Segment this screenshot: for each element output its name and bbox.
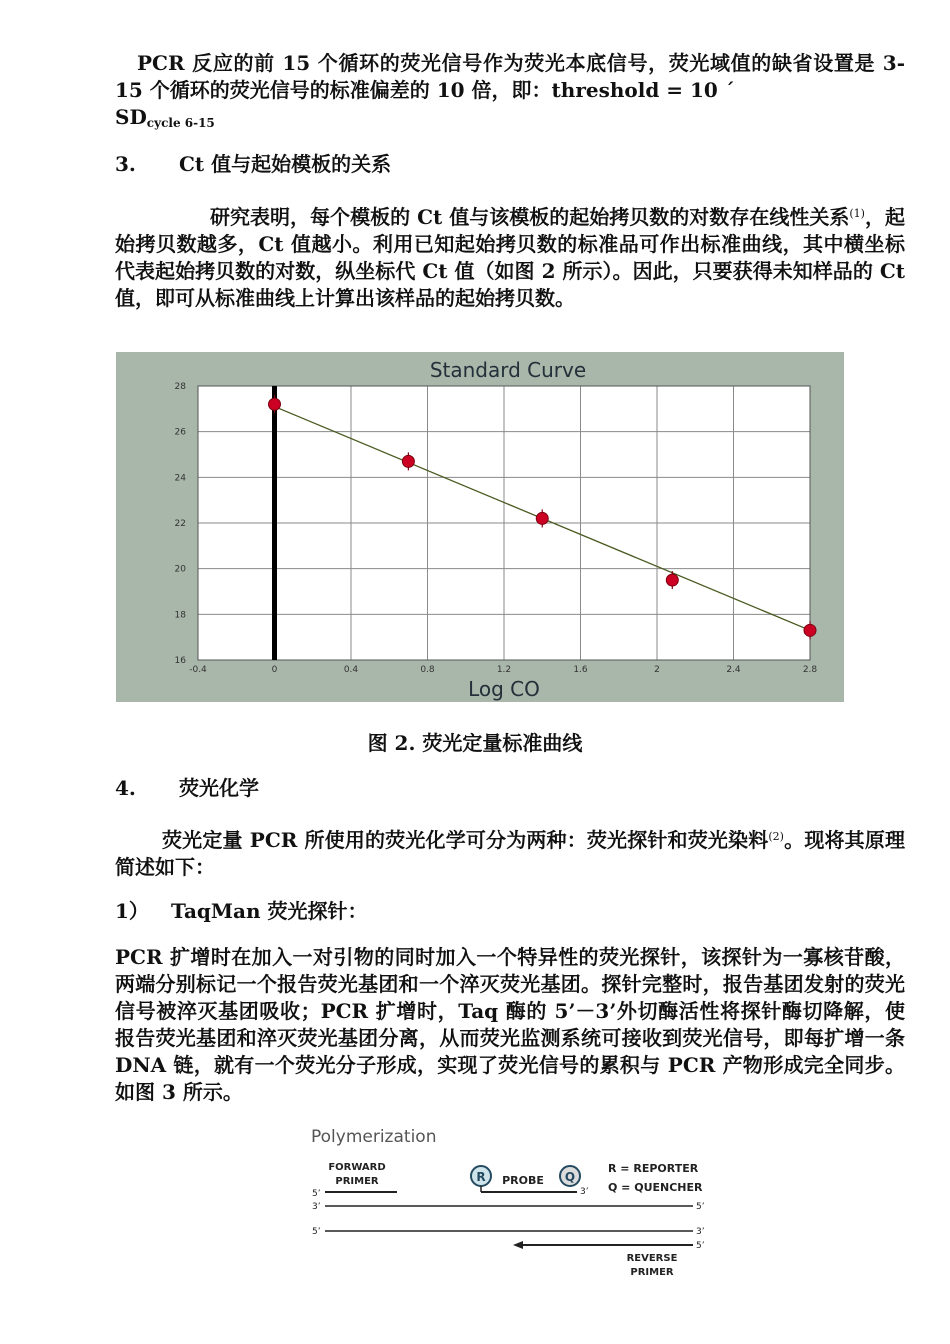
x-tick-label: 1.6 — [573, 665, 588, 675]
svg-text:Q: Q — [564, 1170, 576, 1184]
x-tick-label: 2 — [654, 665, 660, 675]
section-4-paragraph: 荧光定量 PCR 所使用的荧光化学可分为两种：荧光探针和荧光染料$^{(2)}$。现将其原理简述如下： — [115, 828, 905, 879]
reference-2: (2) — [768, 830, 784, 843]
data-point — [536, 512, 548, 524]
y-tick-label: 24 — [174, 473, 186, 484]
reference-1: (1) — [849, 207, 865, 220]
x-tick-label: 0.4 — [343, 665, 359, 675]
standard-curve-chart — [116, 352, 844, 702]
diagram-title: Polymerization — [311, 1127, 437, 1147]
data-point — [269, 398, 281, 410]
x-tick-label: 0 — [271, 665, 278, 675]
section-4-heading: 4. 荧光化学 — [115, 776, 259, 800]
forward-primer-label-2: PRIMER — [335, 1176, 379, 1187]
subsection-1-heading: 1） TaqMan 荧光探针： — [115, 899, 368, 923]
data-point — [804, 624, 816, 636]
probe-3-label: 3’ — [580, 1187, 589, 1197]
strand-bottom-5-label: 5’ — [312, 1227, 321, 1237]
y-tick-label: 22 — [174, 519, 186, 529]
svg-text:R: R — [476, 1170, 486, 1184]
strand-top-3-label: 3’ — [312, 1202, 321, 1212]
figure-2-caption: 图 2. 荧光定量标准曲线 — [367, 731, 583, 755]
x-tick-label: 1.2 — [496, 665, 512, 675]
data-point — [402, 455, 414, 467]
chart-title: Standard Curve — [429, 358, 587, 382]
reverse-primer-label-2: PRIMER — [630, 1267, 674, 1278]
y-tick-label: 26 — [174, 427, 186, 438]
sd-formula: $SD_{cycle 6-15}$ — [115, 105, 215, 130]
reverse-primer-label-1: REVERSE — [626, 1253, 678, 1264]
x-tick-label: 2.8 — [802, 665, 818, 675]
forward-primer-label-1: FORWARD — [328, 1162, 386, 1173]
x-tick-label: 2.4 — [726, 665, 741, 675]
section-3-paragraph: 研究表明，每个模板的 Ct 值与该模板的起始拷贝数的对数存在线性关系$^{(1)}$，起始拷贝数越多，Ct 值越小。利用已知起始拷贝数的标准品可作出标准曲线，其中横坐标代表起始拷贝数的对数，纵坐标代 Ct 值（如图 2 所示）。因此，只要获得未知样品的 Ct 值，即可从标准曲线上计算出该样品的起始拷贝数。 — [115, 205, 906, 310]
y-tick-label: 20 — [174, 564, 186, 575]
legend-quencher: Q = QUENCHER — [608, 1181, 703, 1194]
legend-reporter: R = REPORTER — [608, 1162, 699, 1175]
y-tick-label: 16 — [174, 656, 186, 666]
x-tick-label: -0.4 — [189, 665, 207, 675]
polymerization-diagram — [305, 1120, 715, 1285]
probe-label: PROBE — [502, 1174, 544, 1187]
x-axis-label: Log CO — [468, 677, 540, 701]
y-tick-label: 28 — [174, 382, 186, 392]
y-tick-label: 18 — [174, 610, 186, 621]
strand-top-5-label: 5’ — [312, 1189, 321, 1199]
strand-bottom-3-end: 3’ — [696, 1227, 705, 1237]
intro-paragraph: PCR 反应的前 15 个循环的荧光信号作为荧光本底信号，荧光域值的缺省设置是 3-15 个循环的荧光信号的标准偏差的 10 倍，即：threshold = 10 ´ $SD_{cycle 6-15}$ — [115, 51, 905, 130]
section-3-heading: 3. Ct 值与起始模板的关系 — [115, 152, 392, 176]
x-tick-label: 0.8 — [420, 665, 435, 675]
data-point — [666, 574, 678, 586]
strand-top-5-end: 5’ — [696, 1202, 705, 1212]
reverse-primer-5-end: 5’ — [696, 1241, 705, 1251]
taqman-paragraph: PCR 扩增时在加入一对引物的同时加入一个特异性的荧光探针，该探针为一寡核苷酸，两端分别标记一个报告荧光基团和一个淬灭荧光基团。探针完整时，报告基团发射的荧光信号被淬灭基团吸收；PCR 扩增时，Taq 酶的 5’－3’外切酶活性将探针酶切降解，使报告荧光基团和淬灭荧光基团分离，从而荧光监测系统可接收到荧光信号，即每扩增一条 DNA 链，就有一个荧光分子形成，实现了荧光信号的累积与 PCR 产物形成完全同步。如图 3 所示。 — [115, 945, 905, 1104]
